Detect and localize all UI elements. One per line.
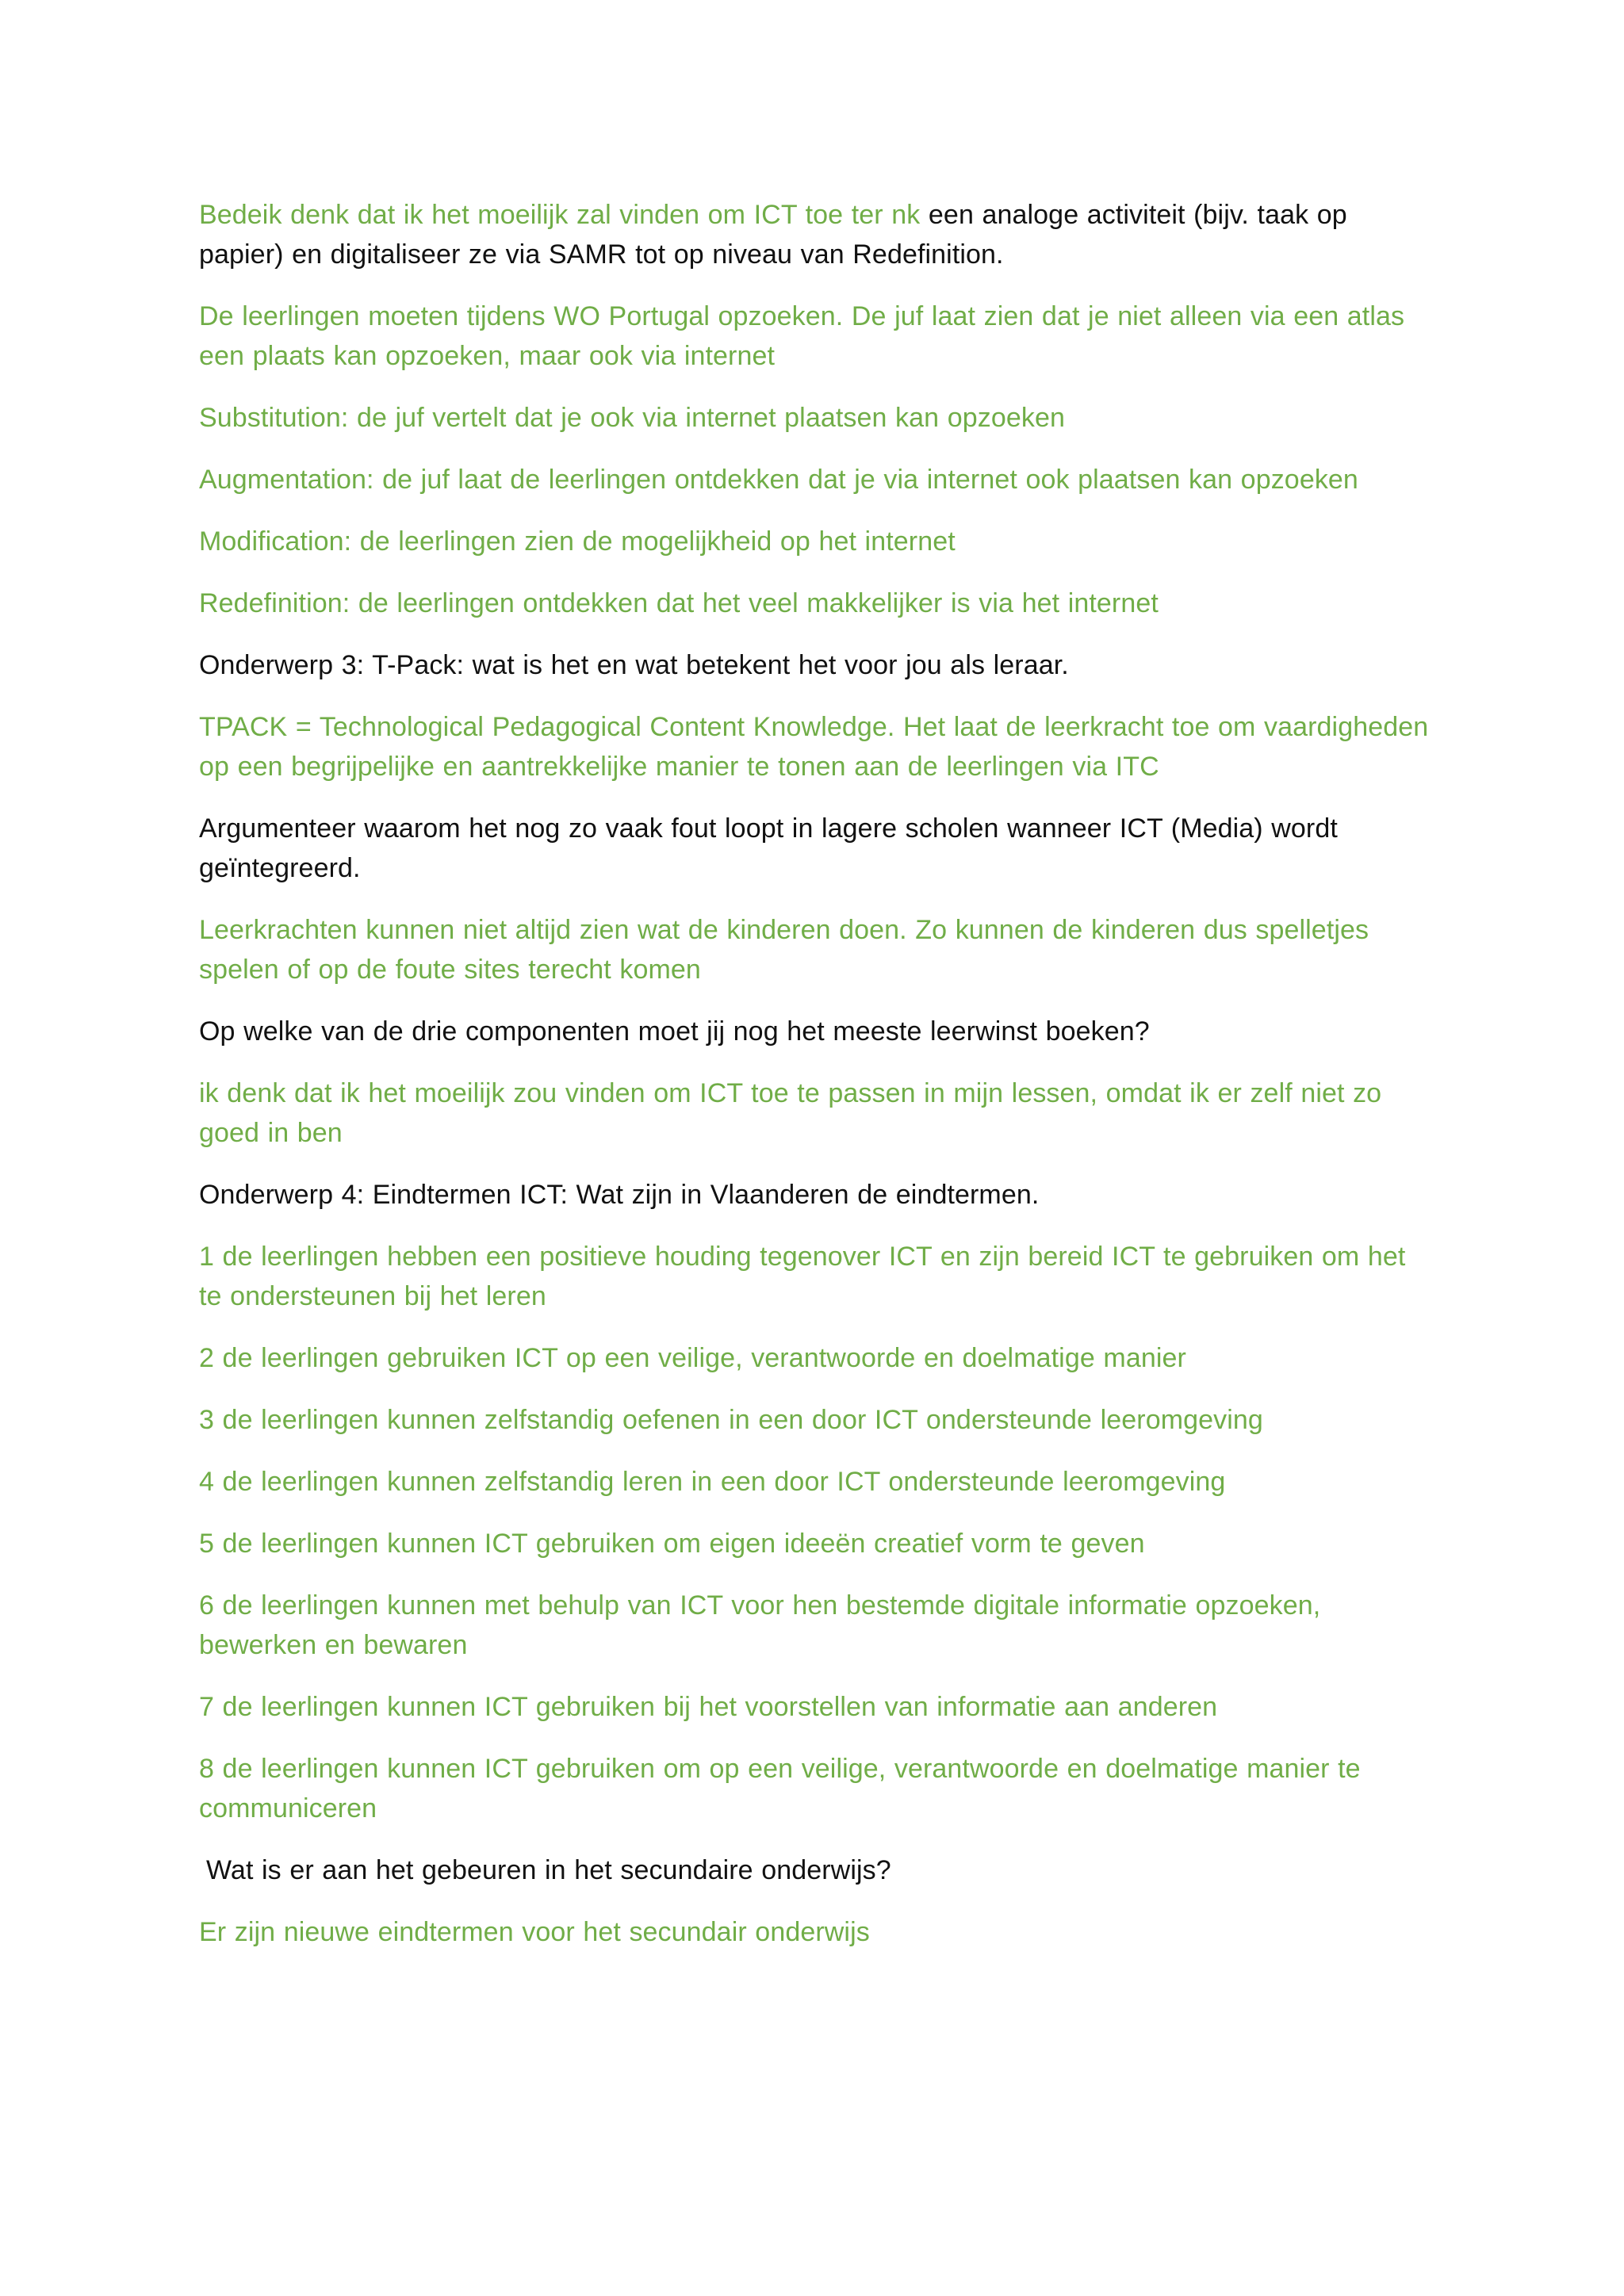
eindterm-item-2: 2 de leerlingen gebruiken ICT op een veilige, verantwoorde en doelmatige manier <box>199 1343 1186 1373</box>
eindterm-item-5: 5 de leerlingen kunnen ICT gebruiken om eigen ideeën creatief vorm te geven <box>199 1529 1145 1559</box>
answer-fragment: Bedeik denk dat ik het moeilijk zal vinden om ICT toe ter nk <box>199 200 921 230</box>
question-ict-failure: Argumenteer waarom het nog zo vaak fout loopt in lagere scholen wanneer ICT (Media) wordt geïntegreerd. <box>199 813 1338 883</box>
answer-ict-failure: Leerkrachten kunnen niet altijd zien wat de kinderen doen. Zo kunnen de kinderen dus spelletjes spelen of op de foute sites terecht komen <box>199 915 1369 985</box>
eindterm-item-3: 3 de leerlingen kunnen zelfstandig oefenen in een door ICT ondersteunde leeromgeving <box>199 1405 1263 1435</box>
assignment-text: een analoge activiteit (bijv. taak op papier) en digitaliseer ze via SAMR tot op niveau van Redefinition. <box>199 200 1347 270</box>
answer-components: ik denk dat ik het moeilijk zou vinden om ICT toe te passen in mijn lessen, omdat ik er zelf niet zo goed in ben <box>199 1078 1382 1148</box>
eindterm-item-6: 6 de leerlingen kunnen met behulp van ICT voor hen bestemde digitale informatie opzoeken, bewerken en bewaren <box>199 1590 1321 1660</box>
question-secundair: Wat is er aan het gebeuren in het secundaire onderwijs? <box>206 1855 891 1885</box>
eindterm-item-7: 7 de leerlingen kunnen ICT gebruiken bij het voorstellen van informatie aan anderen <box>199 1692 1218 1722</box>
question-eindtermen: Onderwerp 4: Eindtermen ICT: Wat zijn in Vlaanderen de eindtermen. <box>199 1180 1040 1210</box>
answer-redefinition: Redefinition: de leerlingen ontdekken dat het veel makkelijker is via het internet <box>199 588 1159 618</box>
eindterm-item-4: 4 de leerlingen kunnen zelfstandig leren in een door ICT ondersteunde leeromgeving <box>199 1467 1226 1497</box>
samr-assignment-paragraph <box>199 195 1436 274</box>
question-components: Op welke van de drie componenten moet jij nog het meeste leerwinst boeken? <box>199 1016 1150 1047</box>
answer-augmentation: Augmentation: de juf laat de leerlingen ontdekken dat je via internet ook plaatsen kan opzoeken <box>199 465 1358 495</box>
eindterm-item-8: 8 de leerlingen kunnen ICT gebruiken om op een veilige, verantwoorde en doelmatige manier te communiceren <box>199 1754 1361 1823</box>
answer-substitution: Substitution: de juf vertelt dat je ook via internet plaatsen kan opzoeken <box>199 403 1065 433</box>
answer-modification: Modification: de leerlingen zien de mogelijkheid op het internet <box>199 526 956 557</box>
question-tpack: Onderwerp 3: T-Pack: wat is het en wat betekent het voor jou als leraar. <box>199 650 1069 680</box>
document-body <box>199 195 1436 1974</box>
answer-tpack: TPACK = Technological Pedagogical Content Knowledge. Het laat de leerkracht toe om vaardigheden op een begrijpelijke en aantrekkelijke manier te tonen aan de leerlingen via ITC <box>199 712 1429 782</box>
answer-activity-description: De leerlingen moeten tijdens WO Portugal opzoeken. De juf laat zien dat je niet alleen via een atlas een plaats kan opzoeken, maar ook via internet <box>199 301 1405 371</box>
answer-secundair: Er zijn nieuwe eindtermen voor het secundair onderwijs <box>199 1917 870 1947</box>
eindterm-item-1: 1 de leerlingen hebben een positieve houding tegenover ICT en zijn bereid ICT te gebruiken om het te ondersteunen bij het leren <box>199 1242 1406 1311</box>
